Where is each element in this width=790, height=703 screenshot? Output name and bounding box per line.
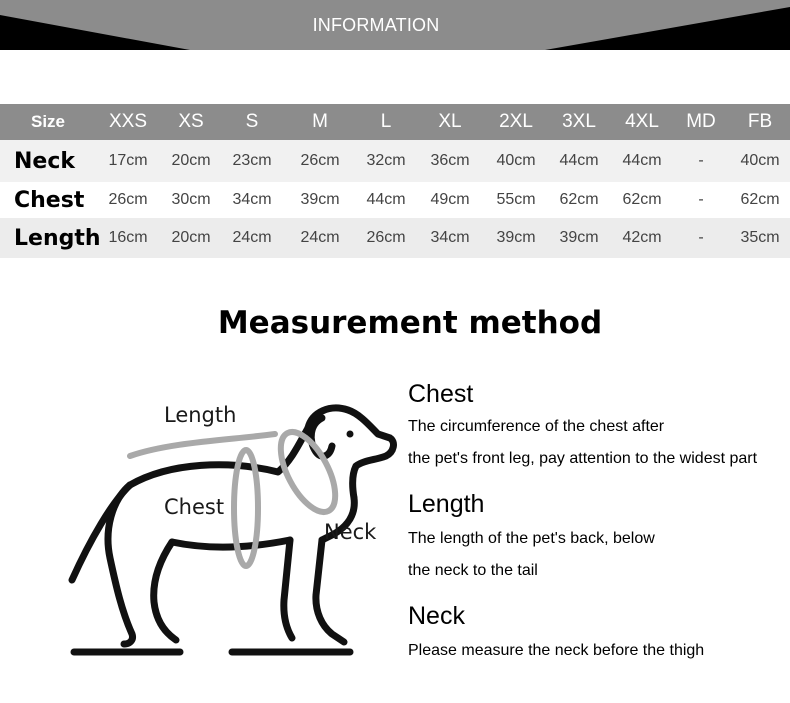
table-cell: 20cm	[171, 152, 211, 169]
table-cell: 55cm	[496, 191, 536, 208]
dog-tail-outline	[72, 485, 130, 580]
table-cell: 36cm	[430, 152, 470, 169]
table-cell: 17cm	[108, 152, 148, 169]
size-table-header-row	[0, 104, 790, 140]
table-cell: 39cm	[496, 229, 536, 246]
column-header: S	[245, 111, 259, 132]
diagram-label-neck: Neck	[324, 520, 377, 544]
diagram-label-chest: Chest	[164, 495, 225, 519]
info-heading: Chest	[408, 380, 474, 408]
column-header: XS	[178, 111, 204, 132]
table-cell: 40cm	[740, 152, 780, 169]
table-cell: 16cm	[108, 229, 148, 246]
table-cell: 26cm	[108, 191, 148, 208]
row-label: Chest	[14, 187, 85, 213]
info-text: the pet's front leg, pay attention to the widest part	[408, 450, 758, 467]
table-cell: 30cm	[171, 191, 211, 208]
length-measure-line	[130, 434, 275, 456]
info-heading: Length	[408, 490, 485, 518]
column-header: 4XL	[625, 111, 659, 132]
table-cell: 24cm	[300, 229, 340, 246]
header-title: INFORMATION	[312, 15, 440, 35]
table-cell: 62cm	[622, 191, 662, 208]
table-cell: 39cm	[300, 191, 340, 208]
dog-front-leg-outline	[316, 540, 344, 642]
size-table-row-length	[0, 218, 790, 258]
info-text: the neck to the tail	[408, 562, 538, 579]
column-header: XL	[438, 111, 462, 132]
table-cell: 24cm	[232, 229, 272, 246]
column-header: 3XL	[562, 111, 596, 132]
table-cell: 62cm	[740, 191, 780, 208]
dog-front-leg-back-outline	[284, 540, 292, 638]
table-cell: 62cm	[559, 191, 599, 208]
info-text: The length of the pet's back, below	[408, 530, 655, 547]
info-text: Please measure the neck before the thigh	[408, 642, 705, 659]
table-cell: 32cm	[366, 152, 406, 169]
measurement-method-title: Measurement method	[217, 305, 603, 341]
row-label: Length	[14, 225, 101, 251]
header-banner	[0, 0, 790, 50]
column-header: Size	[30, 112, 66, 131]
size-table-row-chest	[0, 182, 790, 218]
table-cell: 42cm	[622, 229, 662, 246]
diagram-label-length: Length	[164, 403, 237, 427]
table-cell: 49cm	[430, 191, 470, 208]
table-cell: 26cm	[366, 229, 406, 246]
table-cell: 39cm	[559, 229, 599, 246]
info-heading: Neck	[408, 602, 465, 630]
table-cell: 26cm	[300, 152, 340, 169]
column-header: 2XL	[499, 111, 533, 132]
column-header: FB	[747, 111, 773, 132]
table-cell: 35cm	[740, 229, 780, 246]
row-label: Neck	[14, 148, 76, 174]
info-block-length	[408, 490, 655, 587]
table-cell: -	[698, 152, 704, 169]
table-cell: 34cm	[430, 229, 470, 246]
dog-belly-outline	[172, 540, 290, 547]
column-header: L	[380, 111, 392, 132]
table-cell: 44cm	[622, 152, 662, 169]
dog-hind-leg-outline	[154, 542, 176, 640]
table-cell: -	[698, 191, 704, 208]
table-cell: 34cm	[232, 191, 272, 208]
size-table-row-neck	[0, 140, 790, 182]
table-cell: 44cm	[559, 152, 599, 169]
column-header: M	[312, 111, 328, 132]
table-cell: 44cm	[366, 191, 406, 208]
table-cell: 23cm	[232, 152, 272, 169]
size-table	[0, 104, 790, 258]
info-block-neck	[408, 602, 704, 667]
info-block-chest	[408, 380, 757, 475]
column-header: XXS	[108, 111, 148, 132]
table-cell: -	[698, 229, 704, 246]
table-cell: 20cm	[171, 229, 211, 246]
column-header: MD	[686, 111, 716, 132]
dog-eye	[347, 431, 354, 438]
table-cell: 40cm	[496, 152, 536, 169]
info-text: The circumference of the chest after	[408, 418, 665, 435]
